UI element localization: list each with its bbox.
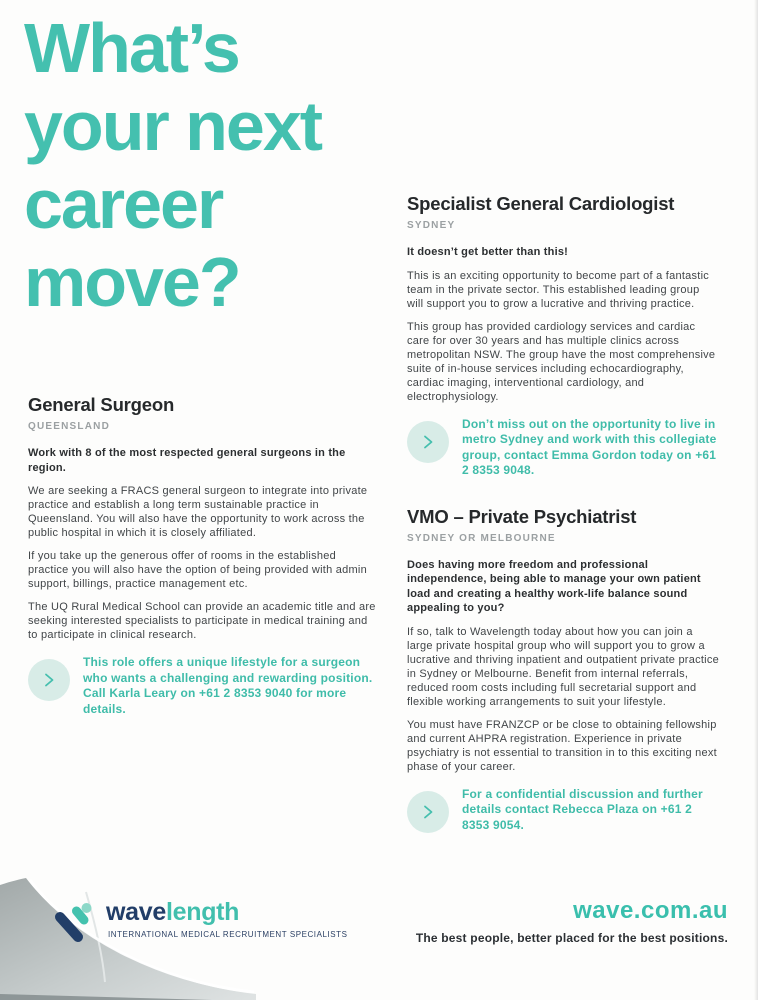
job-location: QUEENSLAND	[28, 421, 111, 432]
headline-line-2: your next	[24, 87, 322, 165]
headline-line-1: What’s	[24, 9, 239, 87]
job-callout	[407, 417, 719, 479]
callout-text: Don’t miss out on the opportunity to live in metro Sydney and work with this collegiate group, contact Emma Gordon today on +61 2 8353 9048.	[462, 416, 717, 477]
job-general-surgeon	[28, 393, 376, 717]
wordmark-length: length	[165, 898, 240, 926]
job-paragraph: The UQ Rural Medical School can provide an academic title and are seeking interested specialists to participate in medical training and to participate in clinical research.	[28, 601, 376, 641]
website-url: wave.com.au	[573, 897, 728, 924]
job-paragraph: This group has provided cardiology services and cardiac care for over 30 years and has multiple clinics across metropolitan NSW. The group have the most comprehensive suite of in-house services including echocardiography, cardiac imaging, interventional cardiology, and electrophysiology.	[407, 320, 716, 403]
job-paragraph: This is an exciting opportunity to become part of a fantastic team in the private sector. This established leading group will support you to grow a lucrative and thriving practice.	[407, 269, 710, 310]
job-callout	[28, 655, 376, 717]
chevron-right-icon	[407, 791, 449, 833]
chevron-right-icon	[28, 659, 70, 701]
wordmark-wave: wave	[106, 898, 166, 926]
tagline: The best people, better placed for the best positions.	[415, 931, 728, 945]
chevron-right-icon	[407, 421, 449, 463]
job-lead: Work with 8 of the most respected general surgeons in the region.	[28, 447, 346, 474]
callout-text: This role offers a unique lifestyle for a surgeon who wants a challenging and rewarding position. Call Karla Leary on +61 2 8353 9040 for more details.	[83, 655, 373, 716]
job-psychiatrist	[407, 505, 719, 834]
right-column	[407, 192, 719, 833]
job-title: Specialist General Cardiologist	[407, 193, 675, 214]
job-paragraph: You must have FRANZCP or be close to obtaining fellowship and current AHPRA registration. Experience in private psychiatry is not essential to transition in to this exciting next phase of your career.	[407, 718, 717, 773]
job-lead: It doesn’t get better than this!	[407, 246, 569, 258]
job-paragraph: If you take up the generous offer of rooms in the established practice you will also have the option of being provided with admin support, billings, practice management etc.	[28, 550, 367, 590]
job-lead: Does having more freedom and professional independence, being able to manage your own patient load and creating a healthy work-life balance sound appealing to you?	[407, 558, 701, 614]
callout-text: For a confidential discussion and further details contact Rebecca Plaza on +61 2 8353 9054.	[462, 786, 703, 832]
wavelength-wordmark	[106, 898, 239, 926]
headline	[24, 9, 321, 321]
logo-subtitle: INTERNATIONAL MEDICAL RECRUITMENT SPECIALISTS	[108, 930, 348, 939]
job-title: VMO – Private Psychiatrist	[407, 505, 637, 527]
job-location: SYDNEY OR MELBOURNE	[407, 532, 556, 544]
headline-line-3: career	[24, 165, 223, 243]
wavelength-logo-icon	[50, 902, 94, 951]
job-paragraph: If so, talk to Wavelength today about how you can join a large private hospital group who will support you to grow a lucrative and thriving inpatient and outpatient private practice in Sydney or Melbourne. Benefit from internal referrals, reduced room costs including full secretarial support and flexible working arrangements to suit your lifestyle.	[407, 625, 719, 708]
job-callout	[407, 787, 719, 834]
job-cardiologist	[407, 192, 719, 479]
job-location: SYDNEY	[407, 220, 456, 231]
headline-line-4: move?	[24, 243, 240, 321]
job-title: General Surgeon	[28, 394, 175, 415]
job-paragraph: We are seeking a FRACS general surgeon to integrate into private practice and establish a long term sustainable practice in Queensland. You will also have the opportunity to work across the public hospital in which it is closely affiliated.	[28, 485, 368, 539]
